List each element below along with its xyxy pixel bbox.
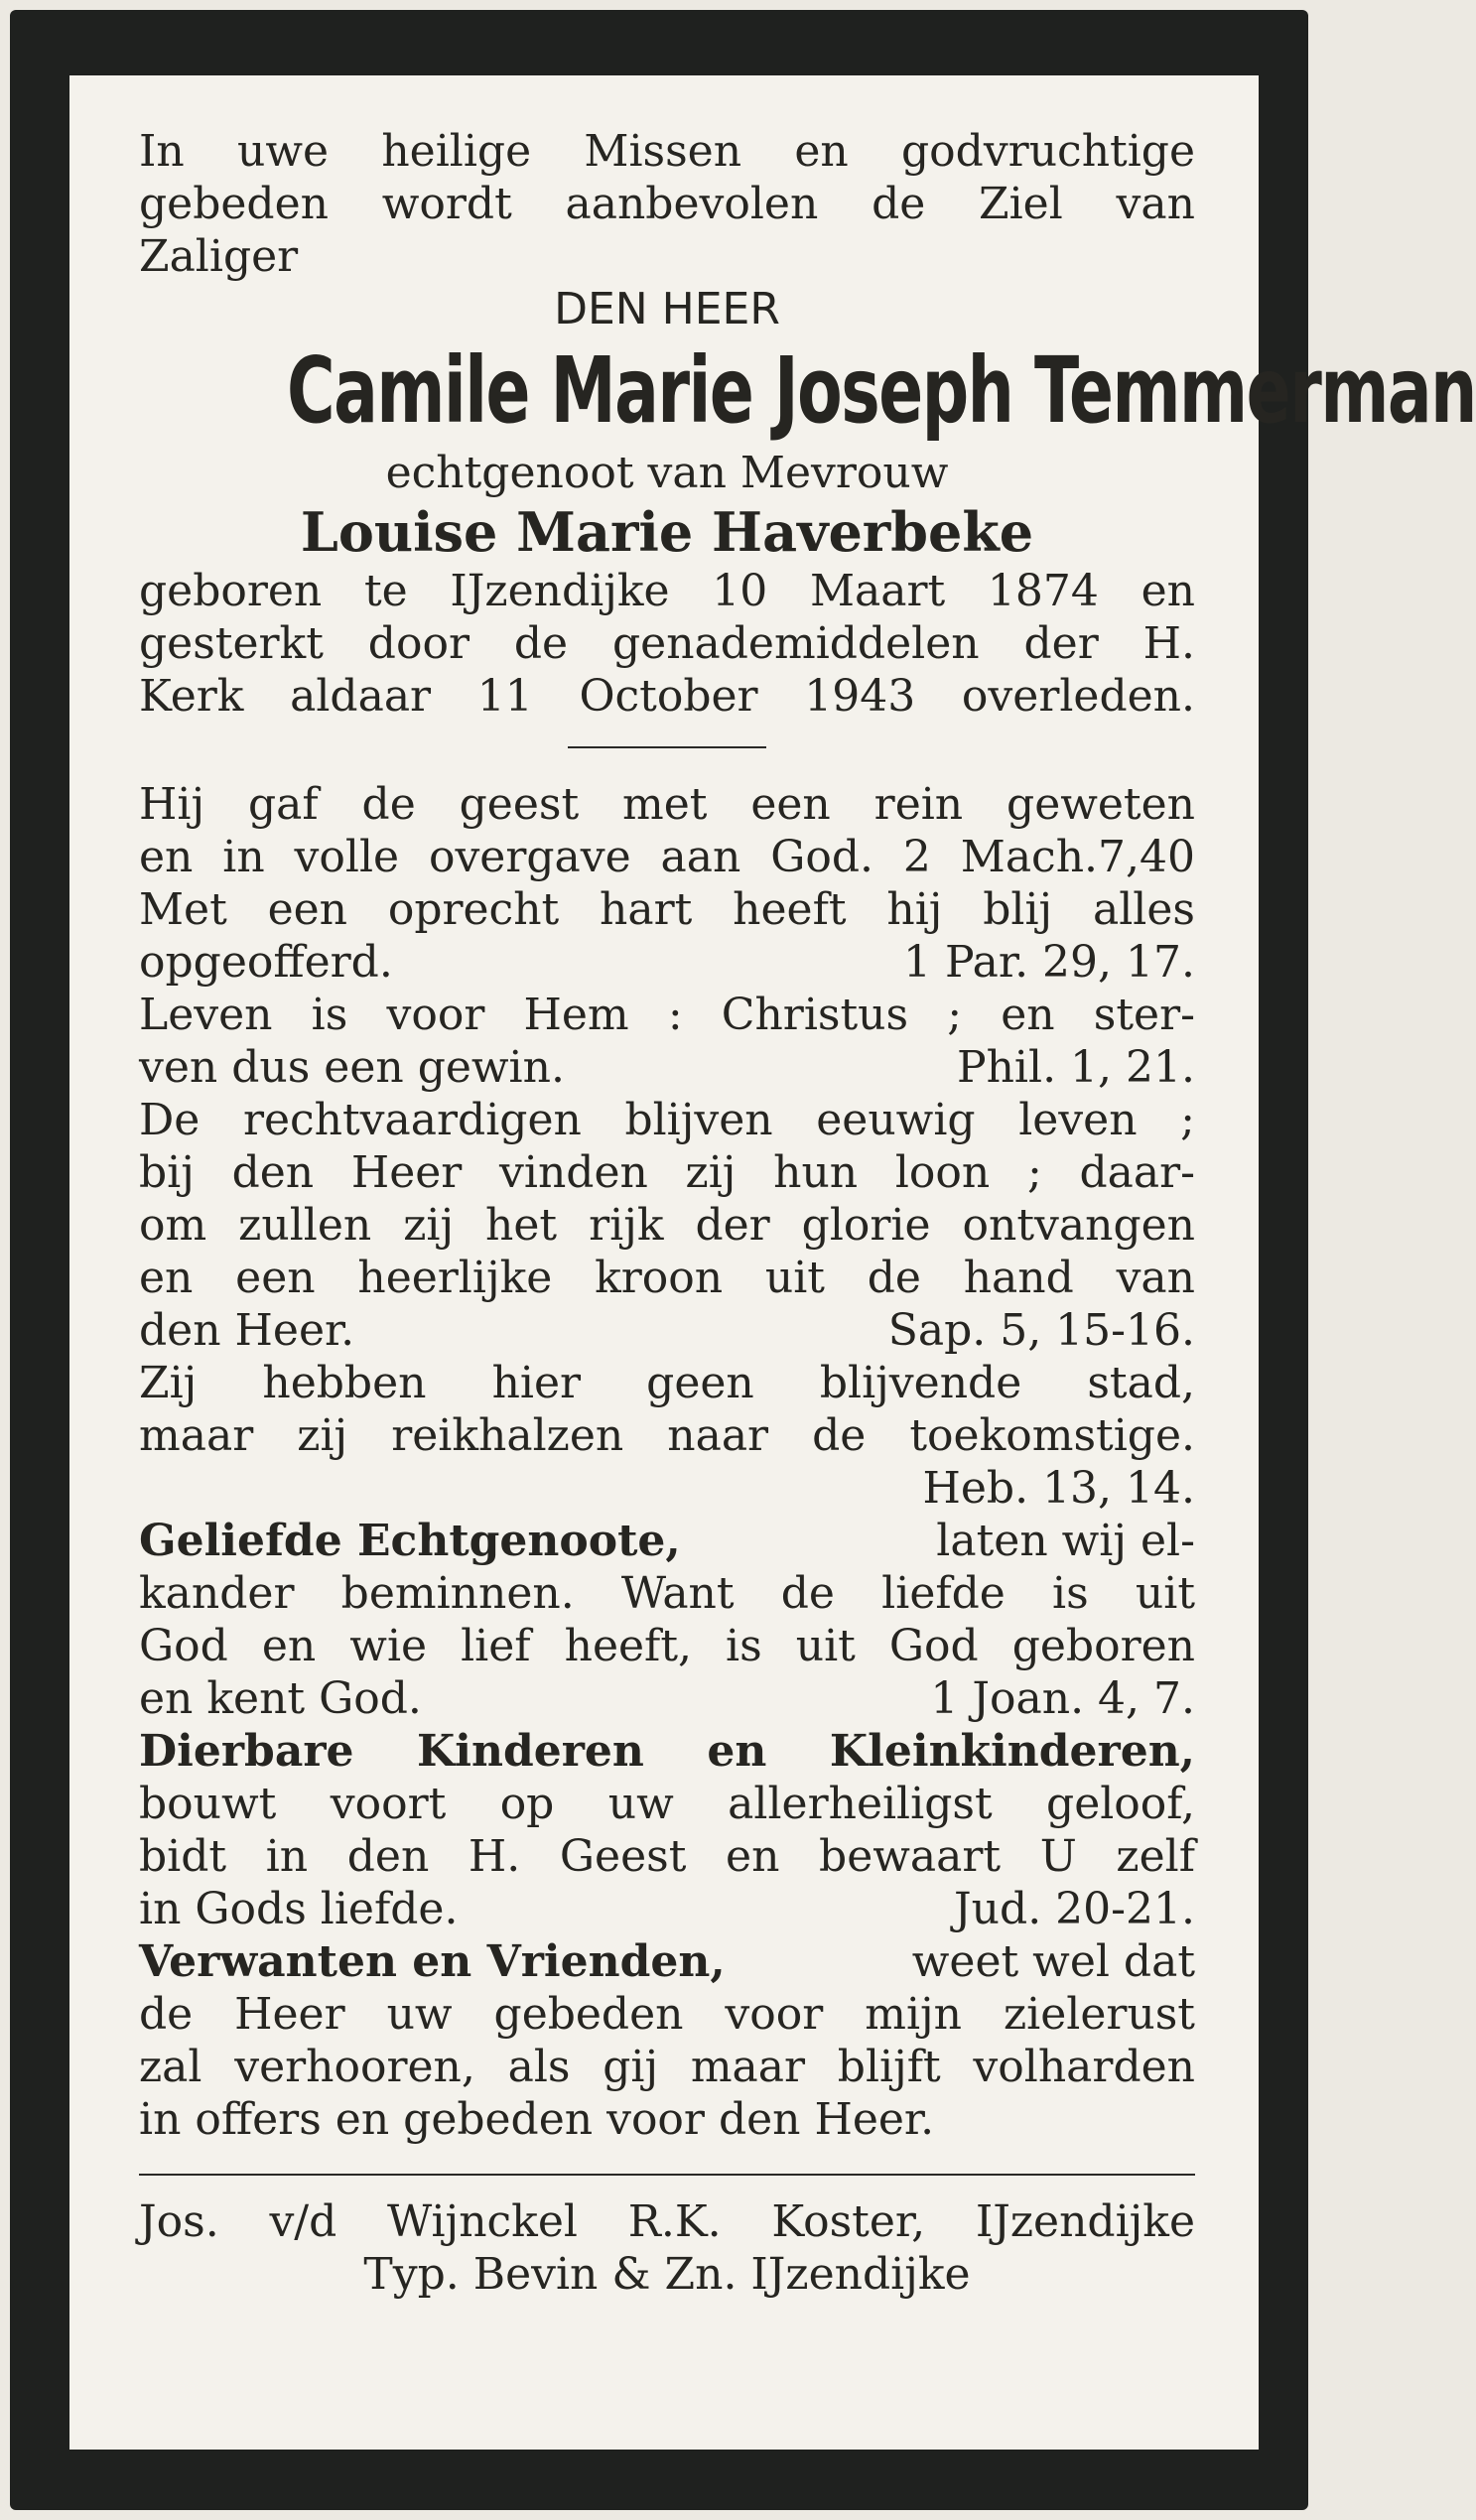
bio-line-3: Kerk aldaar 11 October 1943 overleden. (139, 671, 1195, 722)
footer-printer: Typ. Bevin & Zn. IJzendijke (363, 2249, 971, 2300)
verse-2-text: opgeofferd. (139, 937, 393, 988)
bio-line-1: geboren te IJzendijke 10 Maart 1874 en (139, 566, 1195, 616)
address-family-line-1 (139, 1935, 1195, 1988)
verse-5-reference: Heb. 13, 14. (922, 1463, 1195, 1514)
address-family-line-2: de Heer uw gebeden voor mijn zielerust (139, 1989, 1195, 2040)
verse-2-reference: 1 Par. 29, 17. (903, 937, 1195, 988)
address-spouse-line-3: God en wie lief heeft, is uit God geboren (139, 1621, 1195, 1671)
footer-sender: Jos. v/d Wijnckel R.K. Koster, IJzendijke (139, 2196, 1195, 2247)
verse-4-line-4: en een heerlijke kroon uit de hand van (139, 1253, 1195, 1303)
verse-4-line-1: De rechtvaardigen blijven eeuwig leven ; (139, 1095, 1195, 1145)
verse-1-line-2: en in volle overgave aan God. 2 Mach.7,40 (139, 832, 1195, 882)
address-children-line-2: bouwt voort op uw allerheiligst geloof, (139, 1779, 1195, 1829)
address-children-reference: Jud. 20-21. (954, 1884, 1195, 1934)
address-children-text: in Gods liefde. (139, 1884, 459, 1934)
spouse-line: echtgenoot van Mevrouw (385, 448, 949, 498)
long-divider (139, 2174, 1195, 2176)
verse-1-line-1: Hij gaf de geest met een rein geweten (139, 779, 1195, 830)
verse-4-line-2: bij den Heer vinden zij hun loon ; daar- (139, 1147, 1195, 1198)
heading: DEN HEER (554, 284, 780, 334)
verse-4-text: den Heer. (139, 1305, 355, 1356)
address-spouse-line-4 (139, 1672, 1195, 1725)
short-divider (568, 746, 766, 748)
verse-3-reference: Phil. 1, 21. (956, 1042, 1195, 1093)
intro-line-2: gebeden wordt aanbevolen de Ziel van (139, 179, 1195, 229)
verse-5-line-2: maar zij reikhalzen naar de toekomstige. (139, 1410, 1195, 1461)
verse-4-reference: Sap. 5, 15-16. (887, 1305, 1195, 1356)
address-family-bold: Verwanten en Vrienden, (139, 1936, 726, 1987)
address-children-line-3: bidt in den H. Geest en bewaart U zelf (139, 1831, 1195, 1882)
verse-2-line-1: Met een oprecht hart heeft hij blij alles (139, 884, 1195, 935)
address-spouse-bold: Geliefde Echtgenoote, (139, 1516, 681, 1566)
intro-line-3: Zaliger (139, 231, 299, 282)
verse-4-line-3: om zullen zij het rijk der glorie ontvangen (139, 1200, 1195, 1251)
address-children-bold: Dierbare Kinderen en Kleinkinderen, (139, 1726, 1195, 1777)
verse-2-line-2 (139, 936, 1195, 989)
address-spouse-text: en kent God. (139, 1673, 422, 1724)
verse-3-line-2 (139, 1041, 1195, 1094)
address-children-line-1 (139, 1725, 1195, 1778)
address-family-line-4: in offers en gebeden voor den Heer. (139, 2094, 935, 2145)
address-family-line-3: zal verhooren, als gij maar blijft volharden (139, 2042, 1195, 2092)
bio-line-2: gesterkt door de genademiddelen der H. (139, 618, 1195, 669)
prayer-card-paper (69, 75, 1476, 2450)
address-children-line-4 (139, 1883, 1195, 1935)
mourning-card-border (10, 10, 1476, 2510)
address-spouse-line-2: kander beminnen. Want de liefde is uit (139, 1568, 1195, 1619)
spouse-name: Louise Marie Haverbeke (300, 500, 1034, 564)
address-spouse-reference: 1 Joan. 4, 7. (930, 1673, 1195, 1724)
verse-5-line-1: Zij hebben hier geen blijvende stad, (139, 1358, 1195, 1408)
address-spouse-line-1 (139, 1515, 1195, 1567)
address-spouse-rest: laten wij el- (936, 1516, 1195, 1566)
verse-3-text: ven dus een gewin. (139, 1042, 565, 1093)
intro-line-1: In uwe heilige Missen en godvruchtige (139, 126, 1195, 177)
verse-3-line-1: Leven is voor Hem : Christus ; en ster- (139, 990, 1195, 1040)
address-family-rest: weet wel dat (911, 1936, 1195, 1987)
verse-4-line-5 (139, 1304, 1195, 1357)
deceased-name: Camile Marie Joseph Temmerman (286, 337, 1476, 444)
